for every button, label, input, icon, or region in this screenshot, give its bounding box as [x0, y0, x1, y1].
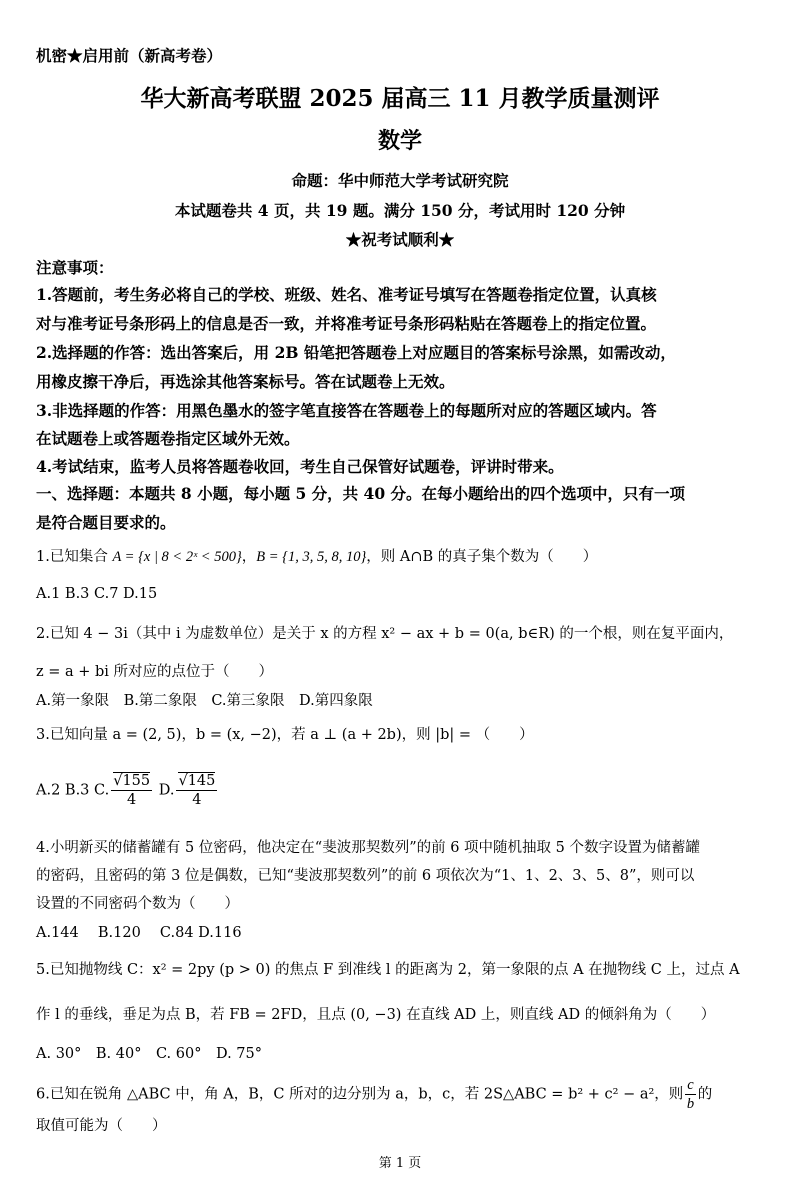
question-3-line1: 3.已知向量 a = (2, 5)，b = (x, −2)，若 a ⊥ (a + 2b)，则 |b| = （ ） — [36, 727, 534, 743]
q3-opt-ab: A.2 B.3 C. — [36, 782, 110, 799]
author-line: 命题：华中师范大学考试研究院 — [291, 171, 509, 190]
q1-set-a: A = {x | 8 < 2ˣ < 500} — [112, 549, 242, 565]
q3-opt-d: D. — [154, 782, 175, 799]
q3-opt-c-fraction — [111, 772, 152, 809]
q1-mid: ， — [241, 549, 257, 565]
q1-pre: 1.已知集合 — [36, 549, 113, 565]
q4-options: A.144 B.120 C.84 D.116 — [36, 925, 242, 941]
page-number: 第 1 页 — [378, 1156, 422, 1171]
q3-opt-d-den: 4 — [192, 792, 202, 808]
question-1 — [36, 545, 597, 566]
question-5-line2: 作 l 的垂线，垂足为点 B，若 FB = 2FD，且点 (0, −3) 在直线 AD 上，则直线 AD 的倾斜角为（ ） — [36, 1007, 716, 1023]
q5-options: A. 30° B. 40° C. 60° D. 75° — [36, 1046, 262, 1062]
exam-info-line: 本试题卷共 4 页，共 19 题。满分 150 分，考试用时 120 分钟 — [174, 201, 626, 220]
q1-set-b: B = {1, 3, 5, 8, 10} — [256, 549, 367, 565]
section-heading: 一、选择题：本题共 8 小题，每小题 5 分，共 40 分。在每小题给出的四个选项中，只有一项 — [36, 484, 686, 503]
note-line: 4.考试结束，监考人员将答题卷收回，考生自己保管好试题卷，评讲时带来。 — [36, 457, 564, 476]
q6-frac-post: 的 — [697, 1086, 713, 1103]
q3-opt-d-fraction — [176, 772, 217, 809]
note-line: 2.选择题的作答：选出答案后，用 2B 铅笔把答题卷上对应题目的答案标号涂黑，如需改动， — [36, 343, 676, 362]
section-heading-cont: 是符合题目要求的。 — [36, 513, 176, 532]
exam-title: 华大新高考联盟 2025 届高三 11 月教学质量测评 — [140, 85, 660, 112]
q2-options: A.第一象限 B.第二象限 C.第三象限 D.第四象限 — [36, 693, 373, 709]
notes-title: 注意事项： — [36, 258, 114, 277]
q1-post: ，则 A∩B 的真子集个数为（ ） — [366, 549, 598, 565]
question-2-line1: 2.已知 4 − 3i（其中 i 为虚数单位）是关于 x 的方程 x² − ax + b = 0(a, b∈R) 的一个根，则在复平面内， — [36, 626, 734, 642]
question-4-line1: 4.小明新买的储蓄罐有 5 位密码，他决定在“斐波那契数列”的前 6 项中随机抽取 5 个数字设置为储蓄罐 — [36, 840, 700, 856]
question-6-line1 — [36, 1076, 712, 1113]
question-4-line3: 设置的不同密码个数为（ ） — [36, 896, 239, 912]
q6-frac-den: b — [686, 1096, 695, 1112]
note-line: 对与准考证号条形码上的信息是否一致，并将准考证号条形码粘贴在答题卷上的指定位置。 — [36, 314, 657, 333]
question-2-line2: z = a + bi 所对应的点位于（ ） — [36, 664, 274, 680]
q3-opt-c-den: 4 — [127, 792, 137, 808]
q6-text: 6.已知在锐角 △ABC 中，角 A，B，C 所对的边分别为 a，b，c，若 2S△ABC = b² + c² − a²，则 — [36, 1086, 684, 1103]
note-line: 在试题卷上或答题卷指定区域外无效。 — [36, 429, 300, 448]
question-4-line2: 的密码，且密码的第 3 位是偶数，已知“斐波那契数列”的前 6 项依次为“1、1、2、3、5、8”，则可以 — [36, 868, 695, 884]
question-6-line2: 取值可能为（ ） — [36, 1118, 167, 1134]
note-line: 1.答题前，考生务必将自己的学校、班级、姓名、准考证号填写在答题卷指定位置，认真核 — [36, 285, 657, 304]
q3-opt-c-num: √155 — [113, 773, 151, 789]
subject-title: 数学 — [377, 128, 422, 154]
good-luck-line: ★祝考试顺利★ — [345, 230, 455, 249]
q6-fraction — [685, 1076, 695, 1113]
q1-options: A.1 B.3 C.7 D.15 — [36, 586, 158, 602]
question-5-line1: 5.已知抛物线 C：x² = 2py (p > 0) 的焦点 F 到准线 l 的距离为 2，第一象限的点 A 在抛物线 C 上，过点 A — [36, 962, 740, 978]
confidential-label: 机密★启用前（新高考卷） — [36, 46, 223, 65]
note-line: 用橡皮擦干净后，再选涂其他答案标号。答在试题卷上无效。 — [36, 372, 455, 391]
q6-frac-num: c — [687, 1077, 694, 1093]
note-line: 3.非选择题的作答：用黑色墨水的签字笔直接答在答题卷上的每题所对应的答题区域内。答 — [36, 401, 657, 420]
q3-opt-d-num: √145 — [178, 773, 216, 789]
q3-options — [36, 772, 219, 809]
